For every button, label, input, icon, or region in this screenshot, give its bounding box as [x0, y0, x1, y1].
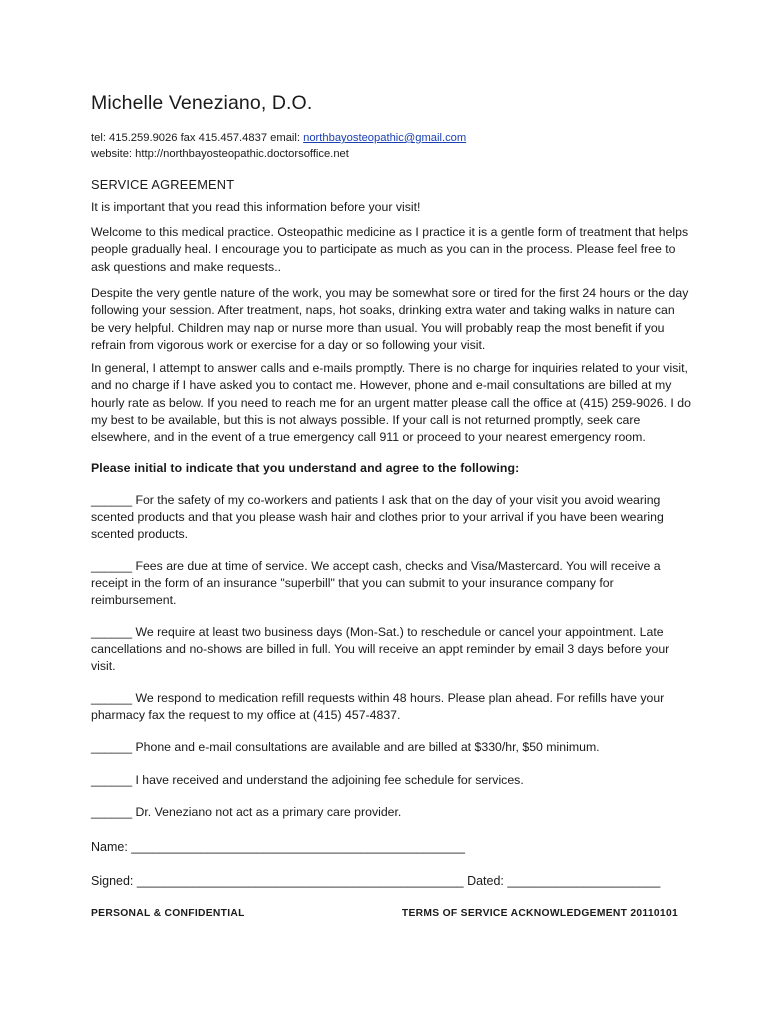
contact-line — [91, 131, 711, 147]
acknowledgement-item[interactable]: ______ For the safety of my co-workers and patients I ask that on the day of your visit you avoid wearing scented products and that you please wash hair and clothes prior to your arrival if you have been wearing scented products. — [91, 493, 664, 541]
acknowledgement-item[interactable]: ______ Fees are due at time of service. We accept cash, checks and Visa/Mastercard. You will receive a receipt in the form of an insurance "superbill" that you can submit to your insurance company for reimbursement. — [91, 559, 661, 607]
acknowledgement-item[interactable]: ______ Phone and e-mail consultations are available and are billed at $330/hr, $50 minimum. — [91, 740, 600, 754]
name-field[interactable]: Name: ________________________________________________ — [91, 840, 465, 854]
acknowledgement-item[interactable]: ______ I have received and understand the adjoining fee schedule for services. — [91, 773, 524, 787]
acknowledgement-item[interactable]: ______ Dr. Veneziano not act as a primary care provider. — [91, 805, 402, 819]
footer-left: PERSONAL & CONFIDENTIAL — [91, 908, 245, 919]
signed-dated-field[interactable]: Signed: _______________________________________________ Dated: ______________________ — [91, 874, 661, 888]
agreement-paragraph — [91, 360, 691, 446]
paragraph-text: Welcome to this medical practice. Osteopathic medicine as I practice it is a gentle form of treatment that helps people gradually heal. I encourage you to participate as much as you can in the process. Please feel free to ask questions and make requests.. — [91, 225, 689, 274]
service-agreement-title: SERVICE AGREEMENT — [91, 177, 235, 192]
agreement-paragraph — [91, 285, 691, 354]
footer-right: TERMS OF SERVICE ACKNOWLEDGEMENT 20110101 — [401, 908, 678, 919]
website-line: website: http://northbayosteopathic.doctorsoffice.net — [91, 147, 349, 160]
contact-phone-fax: tel: 415.259.9026 fax 415.457.4837 email: — [91, 132, 304, 144]
paragraph-text: It is important that you read this information before your visit! — [91, 200, 421, 214]
agreement-paragraph — [91, 224, 691, 276]
paragraph-text: Despite the very gentle nature of the work, you may be somewhat sore or tired for the first 24 hours or the day following your session. After treatment, naps, hot soaks, drinking extra water and taking walks in nature can be very helpful. Children may nap or nurse more than usual. You will probably reap the most benefit if you refrain from vigorous work or exercise for a day or so following your visit. — [91, 286, 689, 352]
doctor-name: Michelle Veneziano, D.O. — [91, 92, 313, 114]
acknowledgement-item[interactable]: ______ We require at least two business days (Mon-Sat.) to reschedule or cancel your appointment. Late cancellations and no-shows are billed in full. You will receive an appt reminder by email 3 days before your visit. — [91, 625, 670, 673]
agreement-paragraph — [91, 199, 691, 216]
acknowledgement-item[interactable]: ______ We respond to medication refill requests within 48 hours. Please plan ahead. For refills have your pharmacy fax the request to my office at (415) 457-4837. — [91, 691, 665, 722]
acknowledgement-title: Please initial to indicate that you understand and agree to the following: — [91, 461, 520, 475]
paragraph-text: In general, I attempt to answer calls and e-mails promptly. There is no charge for inquiries related to your visit, and no charge if I have asked you to contact me. However, phone and e-mail consultations are billed at my hourly rate as below. If you need to reach me for an urgent matter please call the office at (415) 259-9026. I do my best to be available, but this is not always possible. If your call is not returned promptly, seek care elsewhere, and in the event of a true emergency call 911 or proceed to your nearest emergency room. — [91, 361, 691, 445]
contact-block — [91, 131, 711, 162]
email-link[interactable]: northbayosteopathic@gmail.com — [303, 132, 467, 144]
